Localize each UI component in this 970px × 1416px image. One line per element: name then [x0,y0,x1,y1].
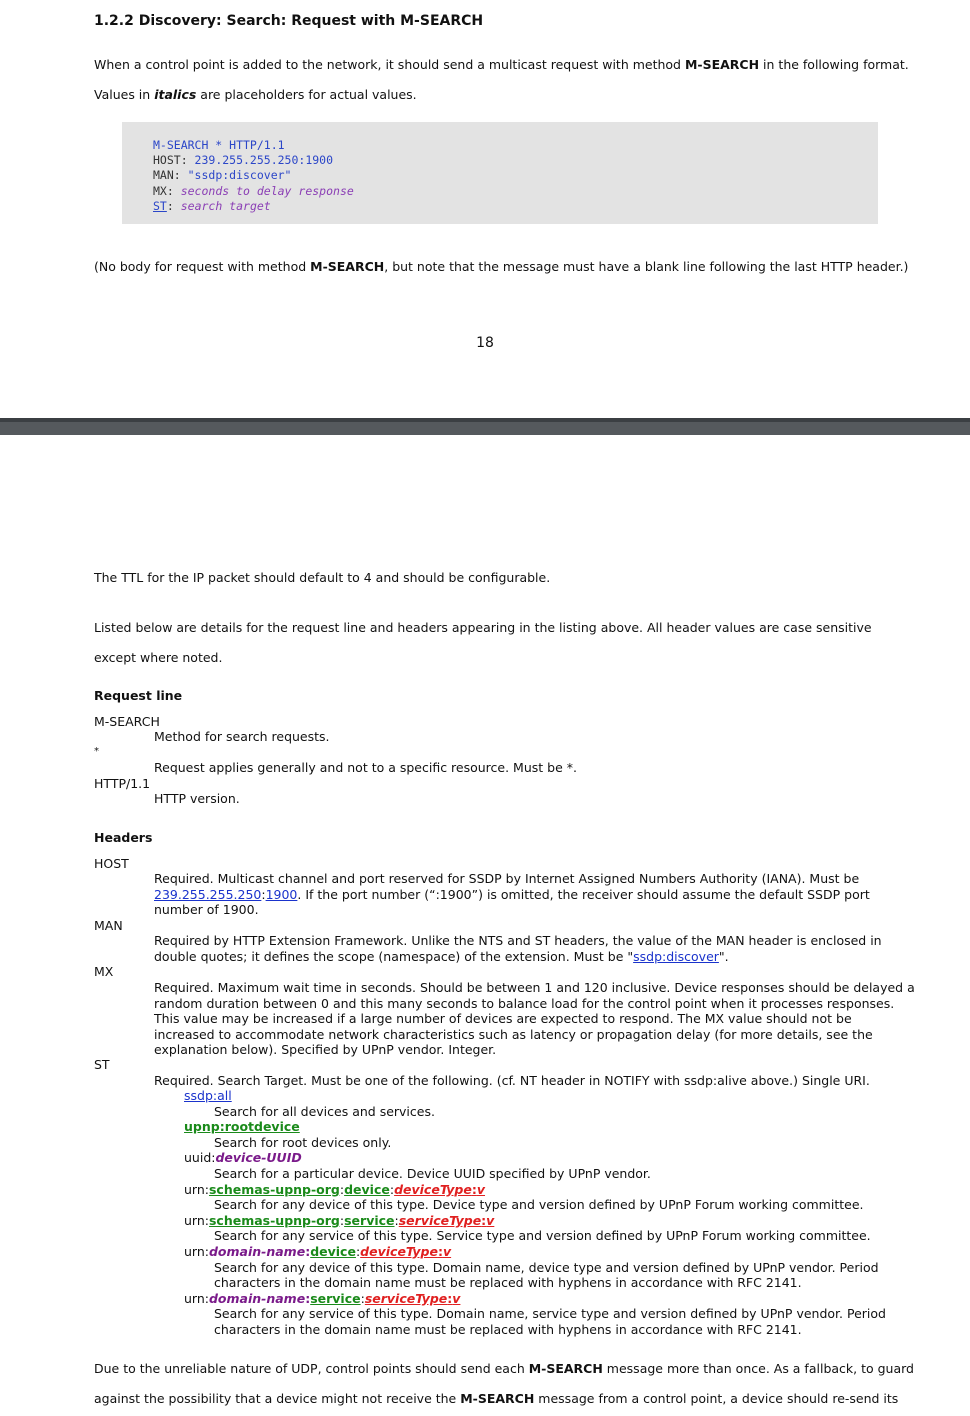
device-type-placeholder[interactable]: deviceType [394,1181,472,1197]
schemas-upnp-org-link[interactable]: schemas-upnp-org [208,1181,340,1197]
urn-prefix: urn: [184,1290,209,1306]
listed-paragraph-line-1: Listed below are details for the request line and headers appearing in the listing above. All header values are case sensitive [94,620,872,635]
def-man-line-2 [154,949,882,965]
urn-colon: : [355,1243,361,1259]
def-http-version: HTTP version. [154,791,240,806]
footer-text: Due to the unreliable nature of UDP, control points should send each [94,1361,529,1376]
section-heading: 1.2.2 Discovery: Search: Request with M-SEARCH [94,13,484,29]
term-host: HOST [94,856,129,871]
urn-colon: : [389,1181,395,1197]
intro-line-2 [94,87,417,103]
code-mx-key: MX: [153,183,181,198]
footer-line-2 [94,1391,898,1407]
headers-title: Headers [94,830,153,845]
document-page-18 [0,0,970,418]
st-desc: Search for any device of this type. Domain name, device type and version defined by UPnP vendor. Period [214,1259,879,1275]
domain-name-placeholder: domain-name [208,1243,306,1259]
urn-colon: : [471,1181,477,1197]
page-separator [0,418,970,435]
intro-line-1 [94,57,909,73]
st-item-urn-service [184,1213,886,1229]
def-host [154,871,870,918]
intro-text-end: in the following format. [759,57,909,72]
st-desc: Search for a particular device. Device UUID specified by UPnP vendor. [214,1165,651,1181]
footer-method: M-SEARCH [460,1391,535,1406]
service-link[interactable]: service [344,1212,395,1228]
service-link[interactable]: service [310,1290,361,1306]
ssdp-discover-link[interactable]: ssdp:discover [633,948,719,964]
version-placeholder[interactable]: v [476,1181,486,1197]
term-st: ST [94,1057,110,1072]
code-host-value: 239.255.255.250:1900 [194,153,334,168]
host-colon: : [261,886,266,902]
urn-colon: : [339,1181,345,1197]
note-line [94,259,908,275]
urn-colon: : [305,1290,311,1306]
ssdp-all-link[interactable]: ssdp:all [184,1088,232,1103]
st-item-ssdp-all [184,1088,886,1104]
urn-prefix: urn: [184,1181,209,1197]
code-man-key: MAN: [153,168,188,183]
version-placeholder[interactable]: v [452,1290,461,1306]
def-mx [154,980,915,1058]
code-block [122,122,878,224]
device-uuid-placeholder: device-UUID [215,1150,302,1166]
footer-text: against the possibility that a device might not receive the [94,1391,461,1406]
code-request-line: M-SEARCH * HTTP/1.1 [153,138,285,152]
code-st-key[interactable]: ST [153,198,167,213]
st-item-domain-device [184,1244,886,1260]
st-desc: characters in the domain name must be replaced with hyphens in accordance with RFC 2141. [214,1321,802,1337]
listed-paragraph-line-2: except where noted. [94,650,223,665]
st-list [184,1088,886,1338]
man-line-2-end: ". [718,948,729,964]
st-item-uuid [184,1150,886,1166]
urn-colon: : [305,1243,311,1259]
def-mx-line: increased to accommodate network characteristics such as latency or propagation delay (for more details, see the [154,1026,873,1042]
def-mx-line: Required. Maximum wait time in seconds. Should be between 1 and 120 inclusive. Device responses should be delayed a [154,980,915,995]
st-desc: Search for all devices and services. [214,1103,435,1119]
uuid-prefix: uuid: [184,1150,216,1166]
page-number: 18 [476,335,494,351]
urn-colon: : [447,1290,453,1306]
def-host-line-3: number of 1900. [154,902,259,918]
term-mx: MX [94,964,114,979]
term-http-version: HTTP/1.1 [94,776,151,791]
service-type-placeholder[interactable]: serviceType [398,1212,482,1228]
host-port-link[interactable]: 1900 [265,886,298,902]
ttl-paragraph: The TTL for the IP packet should default to 4 and should be configurable. [94,570,551,585]
man-line-2-text: double quotes; it defines the scope (namespace) of the extension. Must be " [154,948,634,964]
def-asterisk: Request applies generally and not to a specific resource. Must be *. [154,760,577,775]
st-desc: Search for root devices only. [214,1134,392,1150]
code-man-value: "ssdp:discover" [187,168,292,183]
domain-name-placeholder: domain-name [208,1290,306,1306]
intro-text: Values in [94,87,155,102]
separator-shadow [0,418,970,422]
document-page-19 [0,435,970,1416]
def-host-line-1: Required. Multicast channel and port reserved for SSDP by Internet Assigned Numbers Authority (IANA). Must be [154,871,860,886]
st-item-domain-service [184,1291,886,1307]
device-type-placeholder[interactable]: deviceType [360,1243,438,1259]
code-listing [153,138,354,214]
code-mx-value: seconds to delay response [180,183,354,198]
version-placeholder[interactable]: v [442,1243,452,1259]
term-m-search: M-SEARCH [94,714,160,729]
st-desc: Search for any device of this type. Device type and version defined by UPnP Forum working committee. [214,1197,864,1213]
upnp-rootdevice-link[interactable]: upnp:rootdevice [184,1119,300,1135]
urn-prefix: urn: [184,1212,209,1228]
device-link[interactable]: device [310,1243,356,1259]
def-mx-line: random duration between 0 and this many seconds to balance load for the control point when it processes responses. [154,995,895,1011]
footer-method: M-SEARCH [528,1361,603,1376]
urn-colon: : [437,1243,443,1259]
st-desc: Search for any service of this type. Domain name, service type and version defined by UPnP vendor. Period [214,1306,886,1322]
def-st-intro: Required. Search Target. Must be one of the following. (cf. NT header in NOTIFY with ssdp:alive above.) Single URI. [154,1073,870,1088]
code-st-colon: : [166,198,181,213]
def-mx-line: This value may be increased if a large number of devices are expected to respond. The MX value should not be [154,1011,852,1027]
urn-prefix: urn: [184,1243,209,1259]
footer-line-1 [94,1361,914,1377]
intro-method: M-SEARCH [684,57,760,72]
code-host-key: HOST: [153,153,195,168]
footer-text-end: message more than once. As a fallback, to guard [602,1361,914,1376]
note-text: (No body for request with method [94,259,311,274]
def-host-line-2 [154,887,870,903]
code-st-value: search target [180,198,271,213]
schemas-upnp-org-link[interactable]: schemas-upnp-org [208,1212,340,1228]
intro-text-end: are placeholders for actual values. [196,87,417,102]
term-man: MAN [94,918,123,933]
host-address-link[interactable]: 239.255.255.250 [154,886,262,902]
def-m-search: Method for search requests. [154,729,330,744]
host-line-2-rest: . If the port number (“:1900”) is omitted, the receiver should assume the default SSDP port [297,886,870,902]
intro-text: When a control point is added to the network, it should send a multicast request with method [94,57,685,72]
note-method: M-SEARCH [310,259,385,274]
def-mx-line: explanation below). Specified by UPnP vendor. Integer. [154,1042,497,1058]
urn-colon: : [360,1290,365,1306]
st-item-rootdevice [184,1119,886,1135]
device-link[interactable]: device [344,1181,390,1197]
def-man [154,933,882,964]
term-asterisk: * [94,746,99,757]
version-placeholder[interactable]: v [486,1212,495,1228]
note-text-end: , but note that the message must have a blank line following the last HTTP header.) [384,259,909,274]
st-desc: Search for any service of this type. Service type and version defined by UPnP Forum working committee. [214,1228,871,1244]
service-type-placeholder[interactable]: serviceType [364,1290,448,1306]
urn-colon: : [339,1212,345,1228]
urn-colon: : [481,1212,487,1228]
st-desc: characters in the domain name must be replaced with hyphens in accordance with RFC 2141. [214,1275,802,1291]
st-item-urn-device [184,1182,886,1198]
request-line-title: Request line [94,688,183,703]
urn-colon: : [394,1212,399,1228]
footer-text-end: message from a control point, a device should re-send its [534,1391,899,1406]
def-man-line-1: Required by HTTP Extension Framework. Unlike the NTS and ST headers, the value of the MAN header is enclosed in [154,933,882,948]
intro-italics: italics [154,87,197,102]
